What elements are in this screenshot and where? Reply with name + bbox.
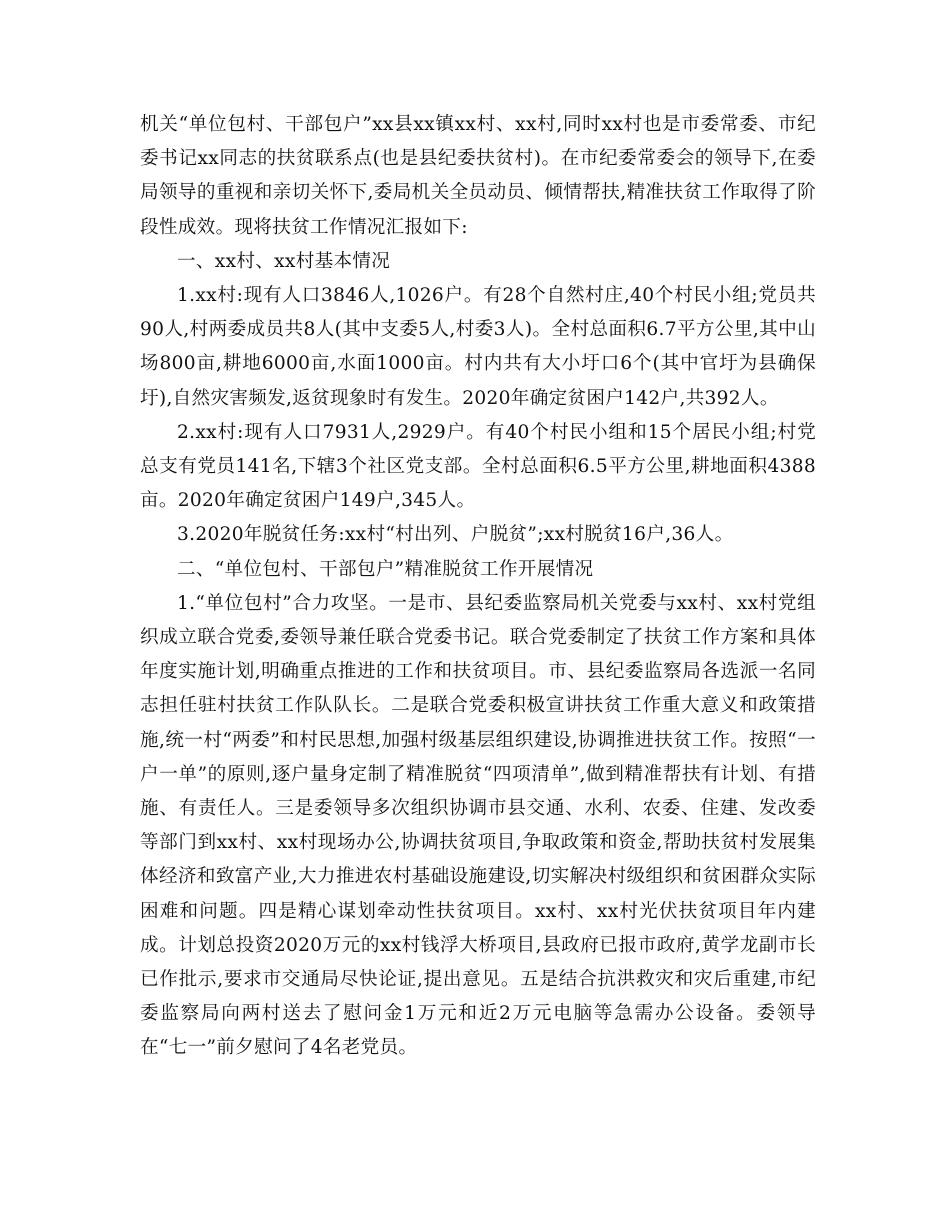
section-heading-work-progress: 二、“单位包村、干部包户”精准脱贫工作开展情况 [177, 558, 594, 580]
work-progress-paragraph: 1.“单位包村”合力攻坚。一是市、县纪委监察局机关党委与xx村、xx村党组织成立联合党委,委领导兼任联合党委书记。联合党委制定了扶贫工作方案和具体年度实施计划,明确重点推进的工作和扶贫项目。市、县纪委监察局各选派一名同志担任驻村扶贫工作队队长。二是联合党委积极宣讲扶贫工作重大意义和政策措施,统一村“两委”和村民思想,加强村级基层组织建设,协调推进扶贫工作。按照“一户一单”的原则,逐户量身定制了精准脱贫“四项清单”,做到精准帮扶有计划、有措施、有责任人。三是委领导多次组织协调市县交通、水利、农委、住建、发改委等部门到xx村、xx村现场办公,协调扶贫项目,争取政策和资金,帮助扶贫村发展集体经济和致富产业,大力推进农村基础设施建设,切实解决村级组织和贫困群众实际困难和问题。四是精心谋划牵动性扶贫项目。xx村、xx村光伏扶贫项目年内建成。计划总投资2020万元的xx村钱浮大桥项目,县政府已报市政府,黄学龙副市长已作批示,要求市交通局尽快论证,提出意见。五是结合抗洪救灾和灾后重建,市纪委监察局向两村送去了慰问金1万元和近2万元电脑等急需办公设备。委领导在“七一”前夕慰问了4名老党员。 [140, 592, 816, 1059]
task-2020-paragraph: 3.2020年脱贫任务:xx村“村出列、户脱贫”;xx村脱贫16户,36人。 [177, 524, 734, 546]
intro-paragraph: 机关“单位包村、干部包户”xx县xx镇xx村、xx村,同时xx村也是市委常委、市纪委书记xx同志的扶贫联系点(也是县纪委扶贫村)。在市纪委常委会的领导下,在委局领导的重视和亲切关怀下,委局机关全员动员、倾情帮扶,精准扶贫工作取得了阶段性成效。现将扶贫工作情况汇报如下: [140, 114, 816, 238]
section-heading-basic-info: 一、xx村、xx村基本情况 [177, 250, 391, 272]
village-1-paragraph: 1.xx村:现有人口3846人,1026户。有28个自然村庄,40个村民小组;党员共90人,村两委成员共8人(其中支委5人,村委3人)。全村总面积6.7平方公里,其中山场800亩,耕地6000亩,水面1000亩。村内共有大小圩口6个(其中官圩为县确保圩),自然灾害频发,返贫现象时有发生。2020年确定贫困户142户,共392人。 [140, 285, 816, 409]
village-2-paragraph: 2.xx村:现有人口7931人,2929户。有40个村民小组和15个居民小组;村党总支有党员141名,下辖3个社区党支部。全村总面积6.5平方公里,耕地面积4388亩。2020年确定贫困户149户,345人。 [140, 421, 816, 512]
document-body [140, 108, 816, 1066]
